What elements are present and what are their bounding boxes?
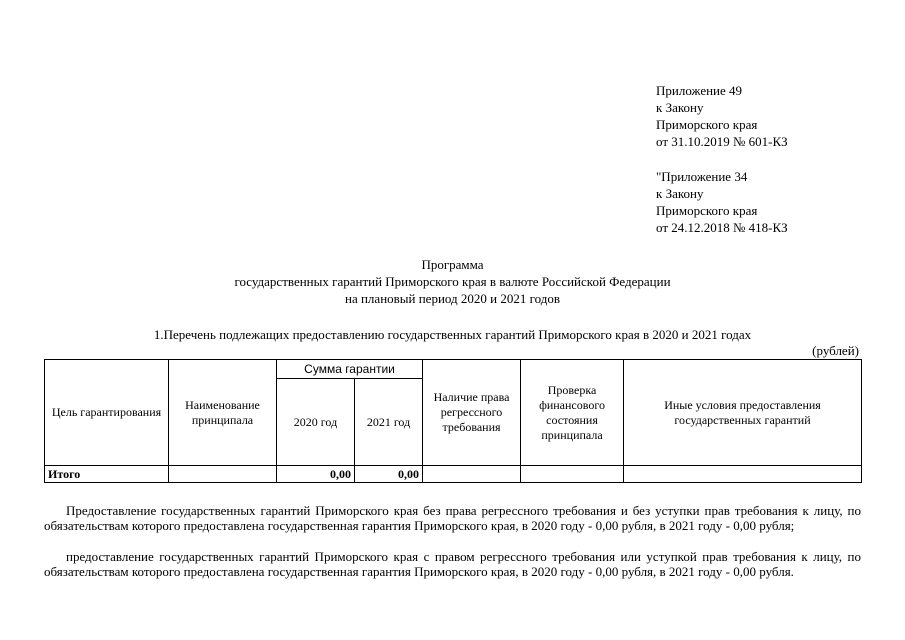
annex-previous-line-1: "Приложение 34 (656, 169, 748, 184)
annex-previous-line-4: от 24.12.2018 № 418-КЗ (656, 220, 788, 235)
paragraph-with-recourse: предоставление государственных гарантий Приморского края с правом регрессного требования или уступкой прав требования к лицу, по обязательствам которого предоставлена государственная гарантия Приморского края, в 2020 году - 0,00 рубля, в 2021 году - 0,00 рубля. (44, 549, 861, 579)
guarantees-table (44, 359, 862, 483)
annex-previous-line-2: к Закону (656, 186, 704, 201)
table-row-total (45, 466, 862, 483)
title-line-1: Программа (421, 257, 484, 272)
annex-current-line-4: от 31.10.2019 № 601-КЗ (656, 134, 788, 149)
header-financial-check: Проверка финансового состояния принципала (521, 360, 624, 466)
total-year-2021: 0,00 (355, 466, 423, 483)
header-principal: Наименование принципала (169, 360, 277, 466)
annex-current-line-3: Приморского края (656, 117, 758, 132)
total-financial-check (521, 466, 624, 483)
total-year-2020: 0,00 (277, 466, 355, 483)
title-line-2: государственных гарантий Приморского края в валюте Российской Федерации (234, 274, 671, 289)
annex-previous-reference (656, 168, 896, 236)
total-principal (169, 466, 277, 483)
header-other-terms: Иные условия предоставления государственных гарантий (624, 360, 862, 466)
header-amount-group: Сумма гарантии (277, 360, 423, 379)
table-header-row-1 (45, 360, 862, 379)
document-title (0, 256, 905, 307)
units-label: (рублей) (812, 343, 859, 358)
title-line-3: на плановый период 2020 и 2021 годов (345, 291, 560, 306)
annex-current-line-2: к Закону (656, 100, 704, 115)
section-heading: 1.Перечень подлежащих предоставлению государственных гарантий Приморского края в 2020 и 2021 годах (153, 327, 752, 342)
annex-current-line-1: Приложение 49 (656, 83, 743, 98)
total-recourse (423, 466, 521, 483)
total-label: Итого (45, 466, 169, 483)
annex-previous-line-3: Приморского края (656, 203, 758, 218)
header-year-2021: 2021 год (355, 379, 423, 466)
header-year-2020: 2020 год (277, 379, 355, 466)
total-other-terms (624, 466, 862, 483)
paragraph-without-recourse: Предоставление государственных гарантий Приморского края без права регрессного требования и без уступки прав требования к лицу, по обязательствам которого предоставлена государственная гарантия Приморского края, в 2020 году - 0,00 рубля, в 2021 году - 0,00 рубля; (44, 503, 861, 533)
header-recourse: Наличие права регрессного требования (423, 360, 521, 466)
header-purpose: Цель гарантирования (45, 360, 169, 466)
annex-current-reference (656, 82, 896, 150)
